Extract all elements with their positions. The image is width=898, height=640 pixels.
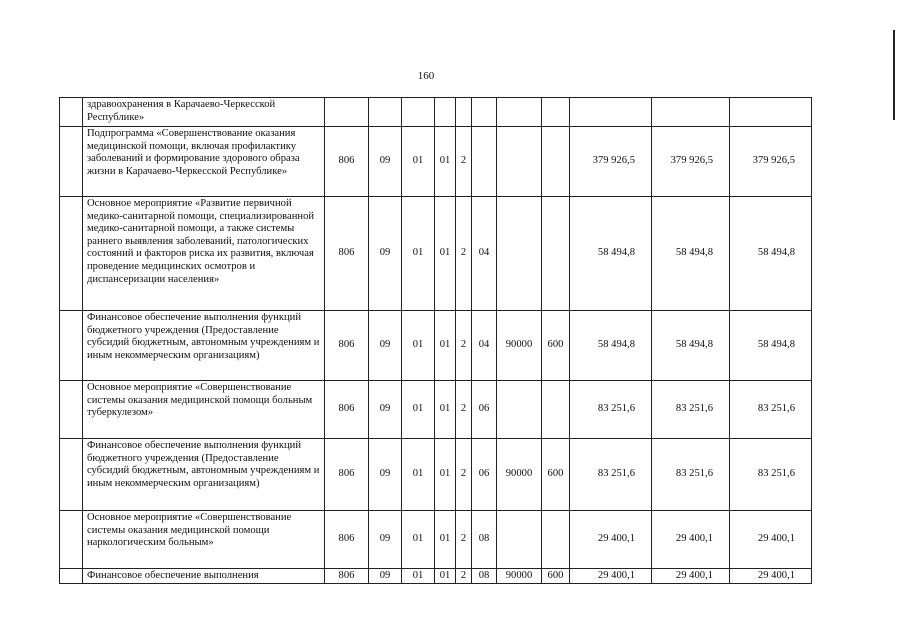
row-marker-cell bbox=[60, 98, 83, 127]
section-code: 09 bbox=[369, 197, 402, 311]
amount-year-3 bbox=[730, 98, 812, 127]
table-row bbox=[60, 511, 812, 569]
event-code: 08 bbox=[472, 569, 497, 584]
amount-year-2: 29 400,1 bbox=[652, 569, 730, 584]
program-code: 01 bbox=[435, 381, 456, 439]
table-row bbox=[60, 569, 812, 584]
ministry-code: 806 bbox=[325, 511, 369, 569]
item-name: Финансовое обеспечение выполнения функций бюджетного учреждения (Предоставление субсидий бюджетным, автономным учреждениям и иным некоммерческим организациям) bbox=[83, 311, 325, 381]
event-code bbox=[472, 127, 497, 197]
amount-year-3: 83 251,6 bbox=[730, 439, 812, 511]
amount-year-2: 58 494,8 bbox=[652, 311, 730, 381]
amount-year-2: 83 251,6 bbox=[652, 381, 730, 439]
subsection-code: 01 bbox=[402, 511, 435, 569]
scan-edge-mark bbox=[893, 30, 895, 120]
table-row bbox=[60, 98, 812, 127]
subsection-code: 01 bbox=[402, 439, 435, 511]
amount-year-1: 58 494,8 bbox=[570, 311, 652, 381]
expense-type-code: 600 bbox=[542, 311, 570, 381]
subprogram-code: 2 bbox=[456, 197, 472, 311]
subsection-code: 01 bbox=[402, 311, 435, 381]
event-code: 06 bbox=[472, 439, 497, 511]
subsection-code: 01 bbox=[402, 127, 435, 197]
item-name: Финансовое обеспечение выполнения функций бюджетного учреждения (Предоставление субсидий бюджетным, автономным учреждениям и иным некоммерческим организациям) bbox=[83, 439, 325, 511]
subprogram-code: 2 bbox=[456, 569, 472, 584]
row-marker-cell bbox=[60, 197, 83, 311]
expense-type-code bbox=[542, 98, 570, 127]
program-code: 01 bbox=[435, 197, 456, 311]
subprogram-code: 2 bbox=[456, 511, 472, 569]
amount-year-2: 83 251,6 bbox=[652, 439, 730, 511]
ministry-code: 806 bbox=[325, 127, 369, 197]
section-code: 09 bbox=[369, 311, 402, 381]
item-name: здравоохранения в Карачаево-Черкесской Республике» bbox=[83, 98, 325, 127]
item-name: Подпрограмма «Совершенствование оказания медицинской помощи, включая профилактику заболеваний и формирование здорового образа жизни в Карачаево-Черкесской Республике» bbox=[83, 127, 325, 197]
expense-type-code bbox=[542, 381, 570, 439]
section-code: 09 bbox=[369, 569, 402, 584]
ministry-code: 806 bbox=[325, 311, 369, 381]
row-marker-cell bbox=[60, 439, 83, 511]
row-marker-cell bbox=[60, 127, 83, 197]
direction-code: 90000 bbox=[497, 311, 542, 381]
amount-year-2: 29 400,1 bbox=[652, 511, 730, 569]
amount-year-1: 58 494,8 bbox=[570, 197, 652, 311]
direction-code bbox=[497, 127, 542, 197]
event-code: 06 bbox=[472, 381, 497, 439]
ministry-code: 806 bbox=[325, 439, 369, 511]
subsection-code: 01 bbox=[402, 569, 435, 584]
direction-code bbox=[497, 98, 542, 127]
amount-year-1: 83 251,6 bbox=[570, 381, 652, 439]
amount-year-3: 58 494,8 bbox=[730, 311, 812, 381]
expense-type-code bbox=[542, 127, 570, 197]
budget-table-body bbox=[60, 98, 812, 584]
amount-year-2 bbox=[652, 98, 730, 127]
direction-code bbox=[497, 197, 542, 311]
page-number: 160 bbox=[417, 70, 435, 82]
row-marker-cell bbox=[60, 381, 83, 439]
expense-type-code: 600 bbox=[542, 569, 570, 584]
subprogram-code: 2 bbox=[456, 381, 472, 439]
row-marker-cell bbox=[60, 311, 83, 381]
expense-type-code: 600 bbox=[542, 439, 570, 511]
section-code: 09 bbox=[369, 439, 402, 511]
row-marker-cell bbox=[60, 511, 83, 569]
subprogram-code: 2 bbox=[456, 311, 472, 381]
amount-year-3: 83 251,6 bbox=[730, 381, 812, 439]
amount-year-1: 29 400,1 bbox=[570, 511, 652, 569]
amount-year-1: 29 400,1 bbox=[570, 569, 652, 584]
expense-type-code bbox=[542, 197, 570, 311]
amount-year-3: 58 494,8 bbox=[730, 197, 812, 311]
program-code: 01 bbox=[435, 127, 456, 197]
section-code: 09 bbox=[369, 511, 402, 569]
direction-code: 90000 bbox=[497, 439, 542, 511]
event-code: 04 bbox=[472, 311, 497, 381]
amount-year-3: 29 400,1 bbox=[730, 569, 812, 584]
table-row bbox=[60, 439, 812, 511]
expense-type-code bbox=[542, 511, 570, 569]
event-code: 08 bbox=[472, 511, 497, 569]
subprogram-code bbox=[456, 98, 472, 127]
table-row bbox=[60, 311, 812, 381]
table-row bbox=[60, 197, 812, 311]
section-code bbox=[369, 98, 402, 127]
row-marker-cell bbox=[60, 569, 83, 584]
direction-code bbox=[497, 511, 542, 569]
amount-year-2: 379 926,5 bbox=[652, 127, 730, 197]
ministry-code: 806 bbox=[325, 569, 369, 584]
amount-year-2: 58 494,8 bbox=[652, 197, 730, 311]
subprogram-code: 2 bbox=[456, 127, 472, 197]
direction-code bbox=[497, 381, 542, 439]
budget-table bbox=[59, 97, 812, 584]
ministry-code: 806 bbox=[325, 381, 369, 439]
program-code bbox=[435, 98, 456, 127]
amount-year-1: 83 251,6 bbox=[570, 439, 652, 511]
item-name: Основное мероприятие «Совершенствование системы оказания медицинской помощи больным туберкулезом» bbox=[83, 381, 325, 439]
subsection-code bbox=[402, 98, 435, 127]
ministry-code bbox=[325, 98, 369, 127]
program-code: 01 bbox=[435, 511, 456, 569]
amount-year-1: 379 926,5 bbox=[570, 127, 652, 197]
amount-year-1 bbox=[570, 98, 652, 127]
table-row bbox=[60, 381, 812, 439]
amount-year-3: 29 400,1 bbox=[730, 511, 812, 569]
subsection-code: 01 bbox=[402, 197, 435, 311]
direction-code: 90000 bbox=[497, 569, 542, 584]
item-name: Финансовое обеспечение выполнения bbox=[83, 569, 325, 584]
subsection-code: 01 bbox=[402, 381, 435, 439]
ministry-code: 806 bbox=[325, 197, 369, 311]
section-code: 09 bbox=[369, 381, 402, 439]
section-code: 09 bbox=[369, 127, 402, 197]
item-name: Основное мероприятие «Совершенствование системы оказания медицинской помощи наркологическим больным» bbox=[83, 511, 325, 569]
event-code: 04 bbox=[472, 197, 497, 311]
program-code: 01 bbox=[435, 569, 456, 584]
program-code: 01 bbox=[435, 311, 456, 381]
program-code: 01 bbox=[435, 439, 456, 511]
item-name: Основное мероприятие «Развитие первичной медико-санитарной помощи, специализированной медико-санитарной помощи, а также системы раннего выявления заболеваний, патологических состояний и факторов риска их развития, включая проведение медицинских осмотров и диспансеризации населения» bbox=[83, 197, 325, 311]
event-code bbox=[472, 98, 497, 127]
table-row bbox=[60, 127, 812, 197]
subprogram-code: 2 bbox=[456, 439, 472, 511]
amount-year-3: 379 926,5 bbox=[730, 127, 812, 197]
